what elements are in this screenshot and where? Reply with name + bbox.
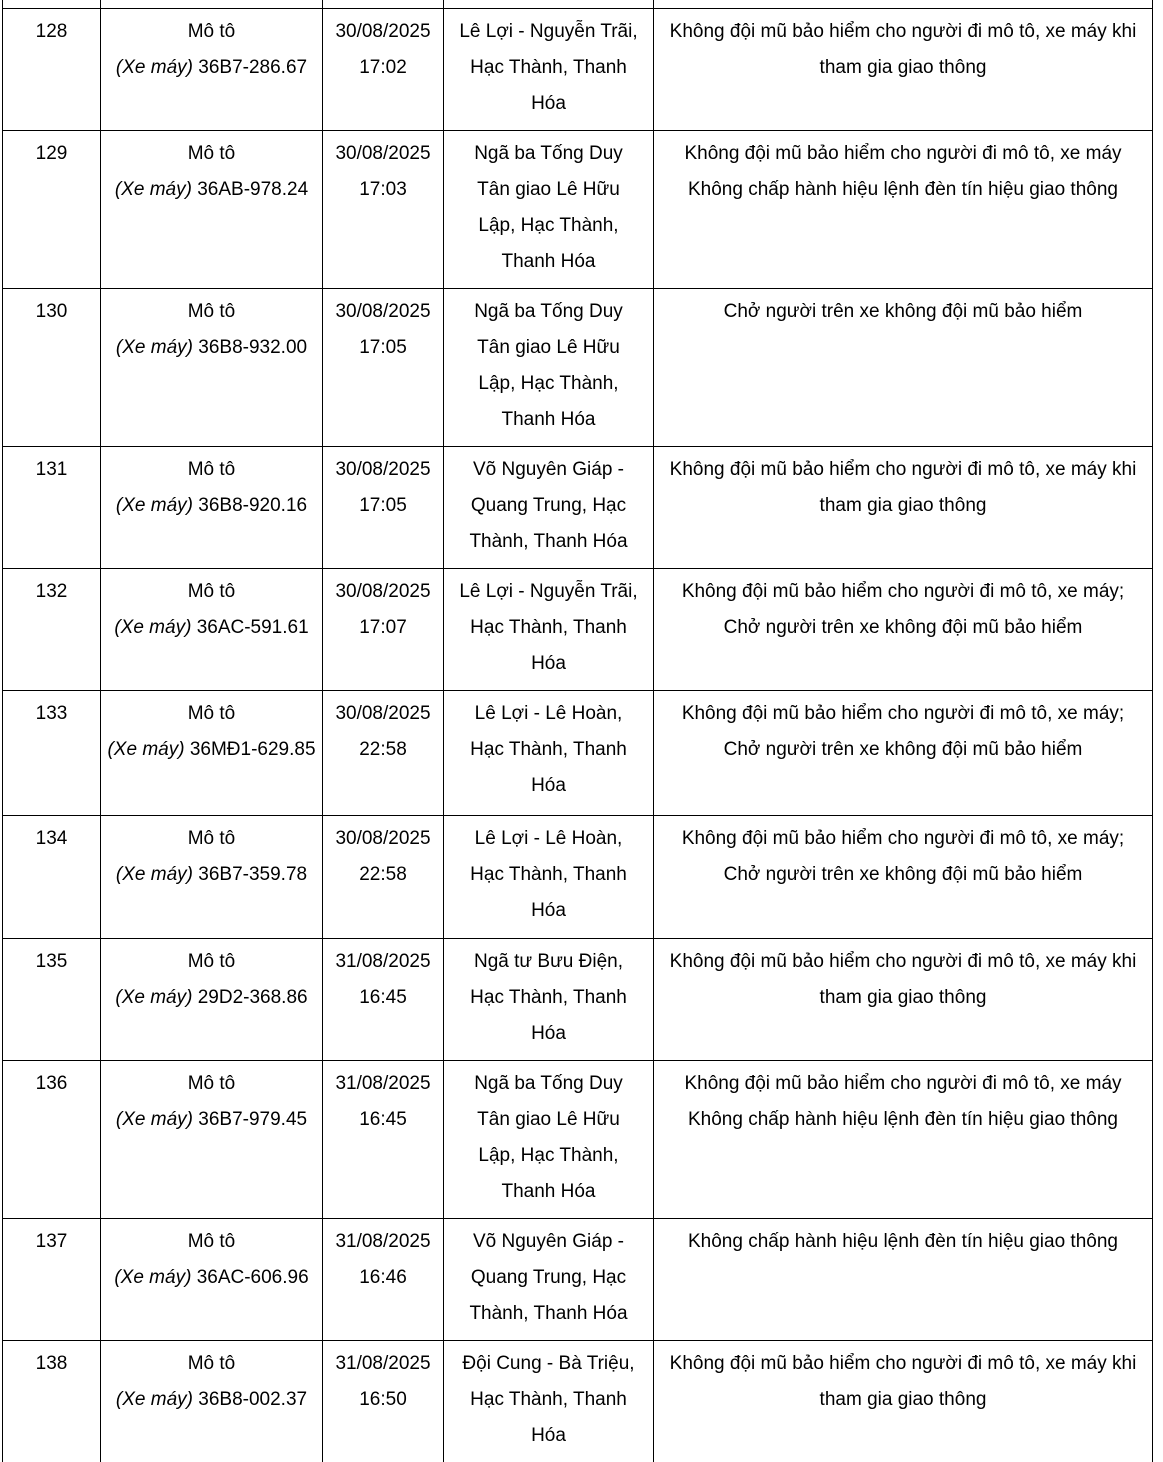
row-number-cell xyxy=(3,1061,101,1219)
datetime-cell xyxy=(323,1219,444,1341)
violation-time: 22:58 xyxy=(325,857,441,893)
vehicle-cell xyxy=(101,1219,323,1341)
violation-line: Không chấp hành hiệu lệnh đèn tín hiệu giao thông xyxy=(662,172,1144,208)
row-number: 138 xyxy=(36,1353,68,1374)
violation-date: 30/08/2025 xyxy=(325,452,441,488)
location-text: Võ Nguyên Giáp - Quang Trung, Hạc Thành, Thanh Hóa xyxy=(469,1231,627,1324)
violation-time: 17:07 xyxy=(325,610,441,646)
row-number: 129 xyxy=(36,143,68,164)
vehicle-subtype: (Xe máy) xyxy=(116,337,193,358)
row-number: 133 xyxy=(36,703,68,724)
vehicle-plate: 36MĐ1-629.85 xyxy=(190,739,316,760)
table-row xyxy=(3,1341,1153,1462)
vehicle-type: Mô tô xyxy=(105,452,318,488)
vehicle-subtype: (Xe máy) xyxy=(116,57,193,78)
vehicle-plate: 36B7-286.67 xyxy=(198,57,307,78)
violation-cell xyxy=(654,9,1153,131)
row-number: 136 xyxy=(36,1073,68,1094)
location-text: Đội Cung - Bà Triệu, Hạc Thành, Thanh Hóa xyxy=(462,1353,634,1446)
violation-cell xyxy=(654,447,1153,569)
location-text: Ngã ba Tống Duy Tân giao Lê Hữu Lập, Hạc Thành, Thanh Hóa xyxy=(474,143,623,272)
row-number: 134 xyxy=(36,828,68,849)
vehicle-plate: 36AC-606.96 xyxy=(197,1267,309,1288)
violation-line: Không đội mũ bảo hiểm cho người đi mô tô, xe máy khi tham gia giao thông xyxy=(662,452,1144,524)
row-number-cell xyxy=(3,131,101,289)
table-row xyxy=(3,816,1153,939)
violation-time: 22:58 xyxy=(325,732,441,768)
vehicle-subtype: (Xe máy) xyxy=(107,739,184,760)
datetime-cell xyxy=(323,447,444,569)
location-cell xyxy=(444,289,654,447)
location-cell xyxy=(444,569,654,691)
vehicle-subtype: (Xe máy) xyxy=(114,617,191,638)
partial-row-cell xyxy=(654,0,1153,9)
vehicle-cell xyxy=(101,691,323,816)
vehicle-plate-line xyxy=(105,1382,318,1418)
vehicle-plate-line xyxy=(105,488,318,524)
vehicle-plate-line xyxy=(105,1102,318,1138)
row-number: 135 xyxy=(36,951,68,972)
location-text: Lê Lợi - Nguyễn Trãi, Hạc Thành, Thanh Hóa xyxy=(459,21,637,114)
violation-cell xyxy=(654,131,1153,289)
vehicle-cell xyxy=(101,9,323,131)
table-row xyxy=(3,9,1153,131)
location-text: Ngã ba Tống Duy Tân giao Lê Hữu Lập, Hạc Thành, Thanh Hóa xyxy=(474,301,623,430)
datetime-cell xyxy=(323,289,444,447)
row-number: 130 xyxy=(36,301,68,322)
vehicle-type: Mô tô xyxy=(105,574,318,610)
vehicle-plate-line xyxy=(105,172,318,208)
violation-date: 30/08/2025 xyxy=(325,136,441,172)
table-row xyxy=(3,447,1153,569)
violation-line: Không đội mũ bảo hiểm cho người đi mô tô, xe máy xyxy=(662,136,1144,172)
vehicle-cell xyxy=(101,447,323,569)
vehicle-cell xyxy=(101,289,323,447)
table-row xyxy=(3,569,1153,691)
violation-cell xyxy=(654,1061,1153,1219)
violation-date: 30/08/2025 xyxy=(325,821,441,857)
vehicle-plate: 36B7-979.45 xyxy=(198,1109,307,1130)
violation-line: Chở người trên xe không đội mũ bảo hiểm xyxy=(662,732,1144,768)
location-cell xyxy=(444,691,654,816)
violation-cell xyxy=(654,1341,1153,1462)
row-number: 137 xyxy=(36,1231,68,1252)
vehicle-type: Mô tô xyxy=(105,136,318,172)
row-number-cell xyxy=(3,9,101,131)
table-row xyxy=(3,1219,1153,1341)
violation-line: Không đội mũ bảo hiểm cho người đi mô tô, xe máy; xyxy=(662,696,1144,732)
violation-cell xyxy=(654,939,1153,1061)
location-text: Lê Lợi - Nguyễn Trãi, Hạc Thành, Thanh Hóa xyxy=(459,581,637,674)
datetime-cell xyxy=(323,939,444,1061)
violation-date: 30/08/2025 xyxy=(325,574,441,610)
vehicle-plate-line xyxy=(105,330,318,366)
vehicle-type: Mô tô xyxy=(105,1224,318,1260)
vehicle-cell xyxy=(101,1341,323,1462)
table-row xyxy=(3,1061,1153,1219)
table-row xyxy=(3,691,1153,816)
location-cell xyxy=(444,939,654,1061)
violation-line: Chở người trên xe không đội mũ bảo hiểm xyxy=(662,610,1144,646)
vehicle-plate: 36B8-932.00 xyxy=(198,337,307,358)
vehicle-cell xyxy=(101,1061,323,1219)
datetime-cell xyxy=(323,1341,444,1462)
violation-time: 16:46 xyxy=(325,1260,441,1296)
partial-top-row xyxy=(3,0,1153,9)
table-row xyxy=(3,289,1153,447)
row-number-cell xyxy=(3,1341,101,1462)
partial-row-cell xyxy=(444,0,654,9)
datetime-cell xyxy=(323,691,444,816)
violation-time: 17:05 xyxy=(325,488,441,524)
partial-row-cell xyxy=(323,0,444,9)
vehicle-type: Mô tô xyxy=(105,14,318,50)
violations-table xyxy=(2,0,1153,1462)
violation-line: Không đội mũ bảo hiểm cho người đi mô tô, xe máy xyxy=(662,1066,1144,1102)
vehicle-subtype: (Xe máy) xyxy=(115,179,192,200)
vehicle-plate: 36AB-978.24 xyxy=(197,179,308,200)
location-cell xyxy=(444,816,654,939)
vehicle-cell xyxy=(101,939,323,1061)
vehicle-plate: 36B7-359.78 xyxy=(198,864,307,885)
row-number-cell xyxy=(3,691,101,816)
violation-cell xyxy=(654,289,1153,447)
partial-row-cell xyxy=(3,0,101,9)
datetime-cell xyxy=(323,816,444,939)
vehicle-type: Mô tô xyxy=(105,821,318,857)
location-cell xyxy=(444,1219,654,1341)
location-text: Ngã ba Tống Duy Tân giao Lê Hữu Lập, Hạc Thành, Thanh Hóa xyxy=(474,1073,623,1202)
vehicle-type: Mô tô xyxy=(105,944,318,980)
datetime-cell xyxy=(323,1061,444,1219)
partial-row-cell xyxy=(101,0,323,9)
table-row xyxy=(3,131,1153,289)
vehicle-type: Mô tô xyxy=(105,1346,318,1382)
violation-date: 31/08/2025 xyxy=(325,1346,441,1382)
vehicle-plate-line xyxy=(105,50,318,86)
violation-line: Không đội mũ bảo hiểm cho người đi mô tô, xe máy; xyxy=(662,821,1144,857)
violation-time: 17:03 xyxy=(325,172,441,208)
vehicle-plate-line xyxy=(105,610,318,646)
violation-line: Không đội mũ bảo hiểm cho người đi mô tô, xe máy; xyxy=(662,574,1144,610)
datetime-cell xyxy=(323,9,444,131)
table-row xyxy=(3,939,1153,1061)
row-number-cell xyxy=(3,816,101,939)
violation-line: Không chấp hành hiệu lệnh đèn tín hiệu giao thông xyxy=(662,1224,1144,1260)
vehicle-plate: 29D2-368.86 xyxy=(198,987,308,1008)
violation-date: 30/08/2025 xyxy=(325,696,441,732)
datetime-cell xyxy=(323,131,444,289)
violation-time: 17:02 xyxy=(325,50,441,86)
vehicle-cell xyxy=(101,816,323,939)
violation-time: 17:05 xyxy=(325,330,441,366)
vehicle-subtype: (Xe máy) xyxy=(116,495,193,516)
violation-line: Không đội mũ bảo hiểm cho người đi mô tô, xe máy khi tham gia giao thông xyxy=(662,14,1144,86)
row-number-cell xyxy=(3,447,101,569)
violation-line: Không đội mũ bảo hiểm cho người đi mô tô, xe máy khi tham gia giao thông xyxy=(662,944,1144,1016)
violation-date: 31/08/2025 xyxy=(325,944,441,980)
location-text: Lê Lợi - Lê Hoàn, Hạc Thành, Thanh Hóa xyxy=(470,703,627,796)
row-number: 128 xyxy=(36,21,68,42)
violation-date: 30/08/2025 xyxy=(325,294,441,330)
violation-line: Không chấp hành hiệu lệnh đèn tín hiệu giao thông xyxy=(662,1102,1144,1138)
violation-line: Chở người trên xe không đội mũ bảo hiểm xyxy=(662,857,1144,893)
location-cell xyxy=(444,1341,654,1462)
violation-cell xyxy=(654,1219,1153,1341)
vehicle-subtype: (Xe máy) xyxy=(114,1267,191,1288)
violation-time: 16:45 xyxy=(325,1102,441,1138)
violation-time: 16:50 xyxy=(325,1382,441,1418)
location-text: Ngã tư Bưu Điện, Hạc Thành, Thanh Hóa xyxy=(470,951,627,1044)
vehicle-cell xyxy=(101,131,323,289)
vehicle-cell xyxy=(101,569,323,691)
vehicle-subtype: (Xe máy) xyxy=(115,987,192,1008)
location-text: Võ Nguyên Giáp - Quang Trung, Hạc Thành, Thanh Hóa xyxy=(469,459,627,552)
location-cell xyxy=(444,131,654,289)
vehicle-plate: 36B8-920.16 xyxy=(198,495,307,516)
location-cell xyxy=(444,1061,654,1219)
violation-cell xyxy=(654,816,1153,939)
row-number-cell xyxy=(3,569,101,691)
violation-date: 31/08/2025 xyxy=(325,1066,441,1102)
vehicle-plate-line xyxy=(105,980,318,1016)
location-text: Lê Lợi - Lê Hoàn, Hạc Thành, Thanh Hóa xyxy=(470,828,627,921)
row-number-cell xyxy=(3,939,101,1061)
row-number-cell xyxy=(3,289,101,447)
violation-cell xyxy=(654,569,1153,691)
violation-time: 16:45 xyxy=(325,980,441,1016)
vehicle-type: Mô tô xyxy=(105,1066,318,1102)
row-number: 131 xyxy=(36,459,68,480)
vehicle-plate-line xyxy=(105,857,318,893)
location-cell xyxy=(444,447,654,569)
location-cell xyxy=(444,9,654,131)
violation-line: Không đội mũ bảo hiểm cho người đi mô tô, xe máy khi tham gia giao thông xyxy=(662,1346,1144,1418)
violation-line: Chở người trên xe không đội mũ bảo hiểm xyxy=(662,294,1144,330)
vehicle-type: Mô tô xyxy=(105,294,318,330)
vehicle-plate: 36B8-002.37 xyxy=(198,1389,307,1410)
violation-date: 30/08/2025 xyxy=(325,14,441,50)
datetime-cell xyxy=(323,569,444,691)
vehicle-plate: 36AC-591.61 xyxy=(197,617,309,638)
vehicle-subtype: (Xe máy) xyxy=(116,1109,193,1130)
violation-date: 31/08/2025 xyxy=(325,1224,441,1260)
vehicle-subtype: (Xe máy) xyxy=(116,864,193,885)
violation-cell xyxy=(654,691,1153,816)
vehicle-subtype: (Xe máy) xyxy=(116,1389,193,1410)
vehicle-plate-line xyxy=(105,1260,318,1296)
vehicle-plate-line xyxy=(105,732,318,768)
row-number-cell xyxy=(3,1219,101,1341)
row-number: 132 xyxy=(36,581,68,602)
vehicle-type: Mô tô xyxy=(105,696,318,732)
